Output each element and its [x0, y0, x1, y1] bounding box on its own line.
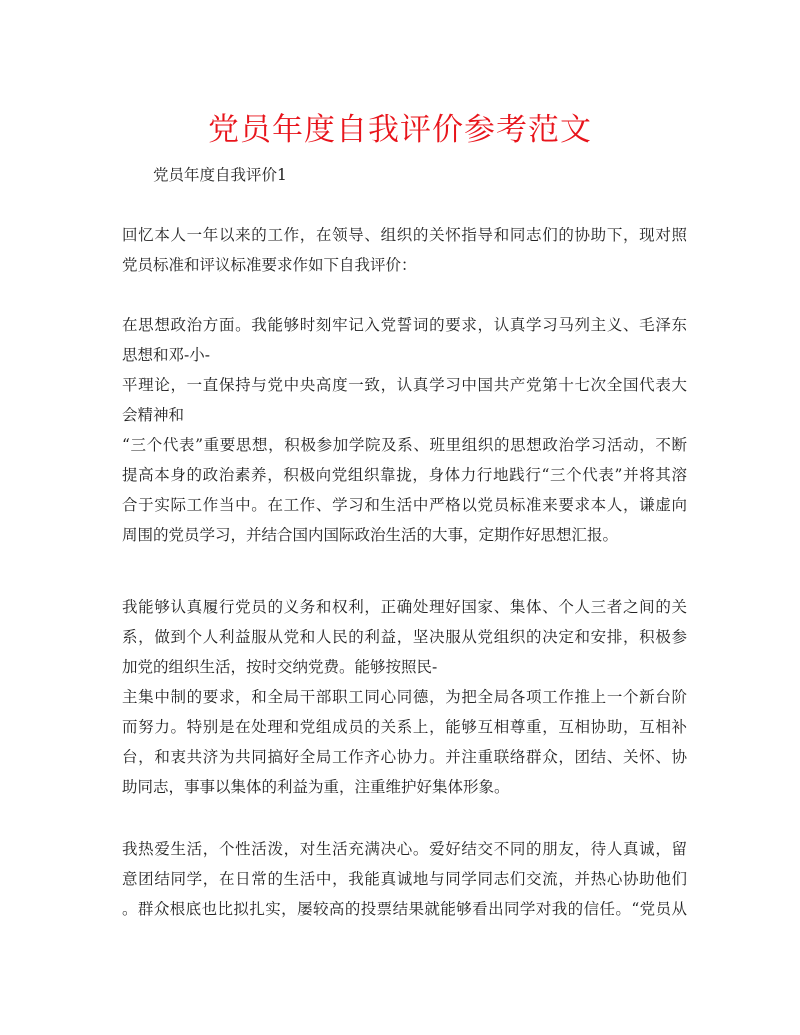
paragraph-line: 助同志，事事以集体的利益为重，注重维护好集体形象。: [122, 778, 510, 796]
paragraph-4: [122, 834, 687, 924]
paragraph-line: 系，做到个人利益服从党和人民的利益，坚决服从党组织的决定和安排，积极参: [122, 628, 687, 646]
paragraph-line: 在思想政治方面。我能够时刻牢记入党誓词的要求，认真学习马列主义、毛泽东: [122, 316, 687, 334]
document-title: 党员年度自我评价参考范文: [208, 112, 592, 148]
paragraph-1: [122, 220, 687, 280]
paragraph-line: 党员标准和评议标准要求作如下自我评价：: [122, 256, 417, 274]
paragraph-2: [122, 310, 687, 550]
paragraph-line: 合于实际工作当中。在工作、学习和生活中严格以党员标准来要求本人，谦虚向: [122, 496, 687, 514]
paragraph-line: 我能够认真履行党员的义务和权利，正确处理好国家、集体、个人三者之间的关: [122, 598, 687, 616]
paragraph-line: 加党的组织生活，按时交纳党费。能够按照民-: [122, 658, 438, 676]
paragraph-line: 主集中制的要求，和全局干部职工同心同德，为把全局各项工作推上一个新台阶: [122, 688, 687, 706]
paragraph-3: [122, 592, 687, 802]
paragraph-line: 意团结同学，在日常的生活中，我能真诚地与同学同志们交流，并热心协助他们: [122, 870, 687, 888]
paragraph-line: “三个代表”重要思想，积极参加学院及系、班里组织的思想政治学习活动，不断: [122, 436, 687, 454]
paragraph-line: 。群众根底也比拟扎实，屡较高的投票结果就能够看出同学对我的信任。“党员从: [122, 900, 687, 918]
paragraph-line: 平理论，一直保持与党中央高度一致，认真学习中国共产党第十七次全国代表大: [122, 376, 687, 394]
paragraph-line: 我热爱生活，个性活泼，对生活充满决心。爱好结交不同的朋友，待人真诚，留: [122, 840, 687, 858]
document-subtitle: 党员年度自我评价1: [153, 166, 287, 184]
paragraph-line: 提高本身的政治素养，积极向党组织靠拢，身体力行地践行“三个代表”并将其溶: [122, 466, 687, 484]
paragraph-line: 周围的党员学习，并结合国内国际政治生活的大事，定期作好思想汇报。: [122, 526, 619, 544]
paragraph-line: 思想和邓-小-: [122, 346, 210, 364]
paragraph-line: 会精神和: [122, 406, 185, 424]
paragraph-line: 而努力。特别是在处理和党组成员的关系上，能够互相尊重，互相协助，互相补: [122, 718, 687, 736]
paragraph-line: 台，和衷共济为共同搞好全局工作齐心协力。并注重联络群众，团结、关怀、协: [122, 748, 687, 766]
paragraph-line: 回忆本人一年以来的工作，在领导、组织的关怀指导和同志们的协助下，现对照: [122, 226, 687, 244]
